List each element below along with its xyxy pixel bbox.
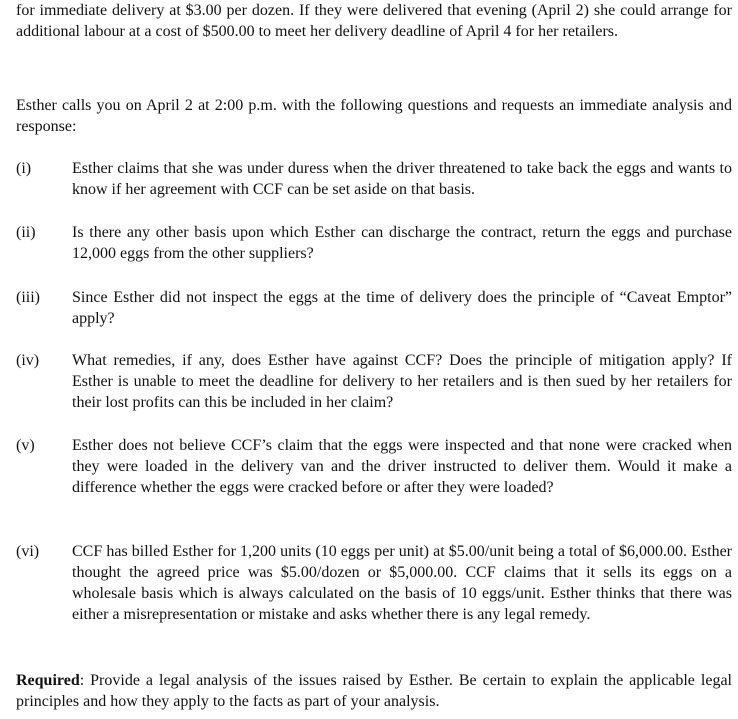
question-text: Esther does not believe CCF’s claim that the eggs were inspected and that none were cracked when they were loaded in the delivery van and the driver instructed to deliver them. Would it make a difference whether the eggs were cracked before or after they were loaded? (72, 437, 732, 496)
required-paragraph (16, 670, 732, 712)
question-text: Esther claims that she was under duress when the driver threatened to take back the eggs and wants to know if her agreement with CCF can be set aside on that basis. (72, 160, 732, 198)
question-number: (iii) (16, 289, 40, 306)
question-number: (v) (16, 437, 35, 454)
question-text: Since Esther did not inspect the eggs at the time of delivery does the principle of “Caveat Emptor” apply? (72, 289, 732, 327)
question-number: (ii) (16, 224, 36, 241)
question-text: What remedies, if any, does Esther have against CCF? Does the principle of mitigation apply? If Esther is unable to meet the deadline for delivery to her retailers and is then sued by her retailers for their lost profits can this be included in her claim? (72, 352, 732, 411)
question-number: (i) (16, 160, 32, 177)
question-number: (vi) (16, 543, 40, 560)
call-paragraph: Esther calls you on April 2 at 2:00 p.m. with the following questions and requests an immediate analysis and response: (16, 97, 732, 135)
intro-paragraph: for immediate delivery at $3.00 per dozen. If they were delivered that evening (April 2) she could arrange for additional labour at a cost of $500.00 to meet her delivery deadline of April 4 for her retailers. (16, 2, 732, 40)
required-label: Required (16, 672, 80, 689)
question-number: (iv) (16, 352, 40, 369)
question-text: CCF has billed Esther for 1,200 units (10 eggs per unit) at $5.00/unit being a total of $6,000.00. Esther thought the agreed price was $5.00/dozen or $5,000.00. CCF claims that it sells its eggs on a wholesale basis which is always calculated on the basis of 10 eggs/unit. Esther thinks that there was either a misrepresentation or mistake and asks whether there is any legal remedy. (72, 543, 732, 623)
question-text: Is there any other basis upon which Esther can discharge the contract, return the eggs and purchase 12,000 eggs from the other suppliers? (72, 224, 732, 262)
required-text: : Provide a legal analysis of the issues raised by Esther. Be certain to explain the applicable legal principles and how they apply to the facts as part of your analysis. (16, 672, 732, 710)
